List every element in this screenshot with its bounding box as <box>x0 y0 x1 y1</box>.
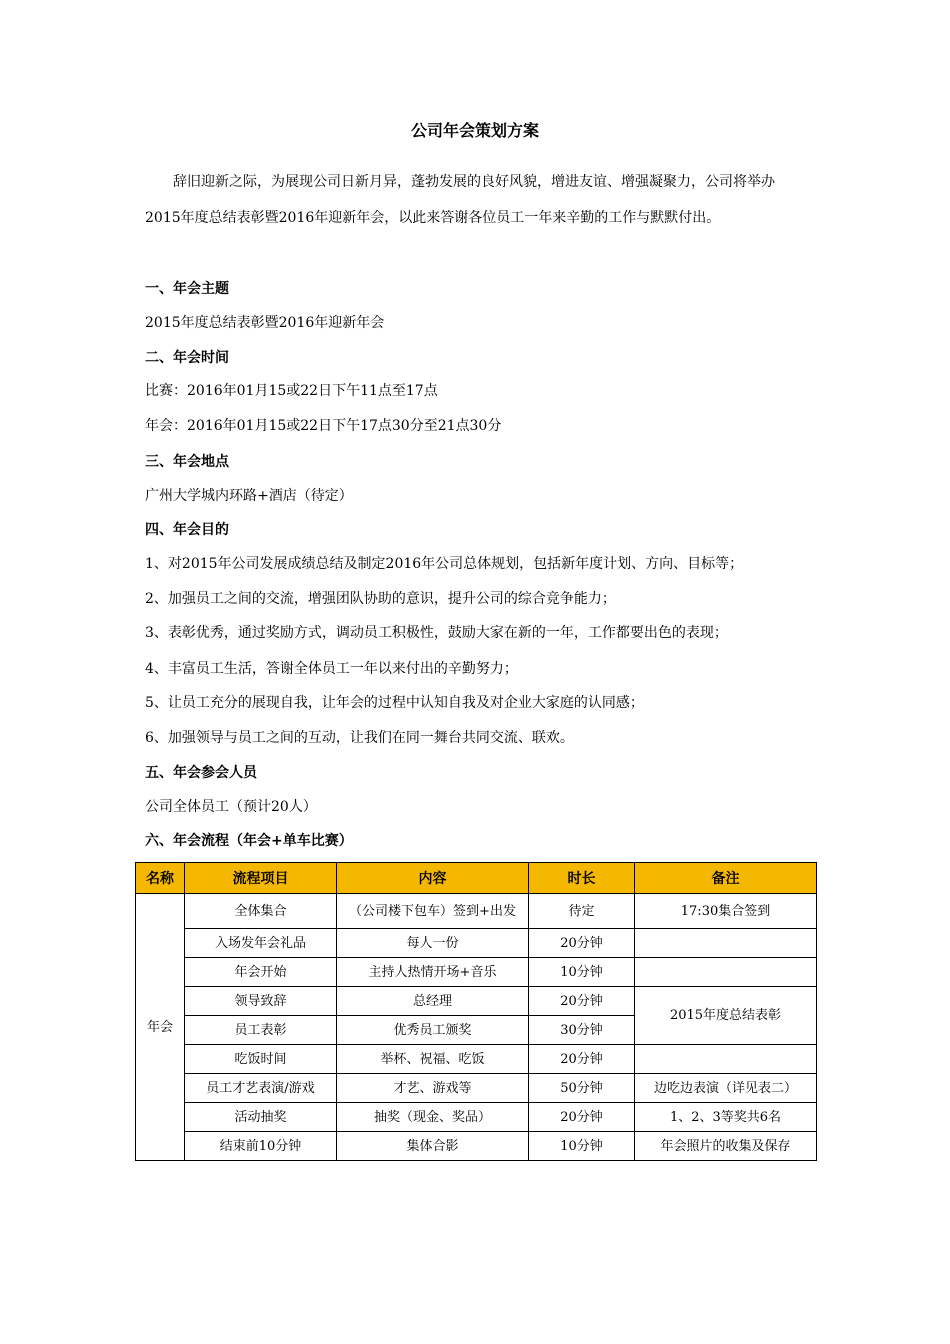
cell-duration: 20分钟 <box>529 929 635 958</box>
cell-content: 才艺、游戏等 <box>337 1074 529 1103</box>
section-attendees-heading: 五、年会参会人员 <box>145 765 257 781</box>
purpose-item: 1、对2015年公司发展成绩总结及制定2016年公司总体规划，包括新年度计划、方向、目标等； <box>145 556 744 572</box>
document-title: 公司年会策划方案 <box>410 121 539 140</box>
cell-note: 年会照片的收集及保存 <box>635 1132 817 1161</box>
section-place-heading: 三、年会地点 <box>145 454 229 470</box>
cell-content: 举杯、祝福、吃饭 <box>337 1045 529 1074</box>
cell-content: 每人一份 <box>337 929 529 958</box>
table-header-row <box>136 863 817 894</box>
cell-note-merged: 2015年度总结表彰 <box>635 987 817 1045</box>
purpose-item: 3、表彰优秀，通过奖励方式，调动员工积极性，鼓励大家在新的一年，工作都要出色的表现； <box>145 625 728 641</box>
cell-item: 领导致辞 <box>185 987 337 1016</box>
cell-duration: 10分钟 <box>529 1132 635 1161</box>
group-cell: 年会 <box>136 894 185 1161</box>
section-flow-heading: 六、年会流程（年会+单车比赛） <box>145 833 353 849</box>
cell-item: 员工表彰 <box>185 1016 337 1045</box>
section-purpose-heading: 四、年会目的 <box>145 522 229 538</box>
cell-duration: 50分钟 <box>529 1074 635 1103</box>
cell-note: 1、2、3等奖共6名 <box>635 1103 817 1132</box>
section-attendees-text: 公司全体员工（预计20人） <box>145 799 317 815</box>
header-name: 名称 <box>136 863 185 894</box>
section-theme-heading: 一、年会主题 <box>145 281 229 297</box>
table-row <box>136 1103 817 1132</box>
table-row <box>136 1045 817 1074</box>
cell-content: 主持人热情开场+音乐 <box>337 958 529 987</box>
cell-duration: 20分钟 <box>529 1045 635 1074</box>
header-item: 流程项目 <box>185 863 337 894</box>
flow-table <box>135 862 817 1161</box>
cell-duration: 10分钟 <box>529 958 635 987</box>
section-time-party: 年会：2016年01月15或22日下午17点30分至21点30分 <box>145 418 502 434</box>
purpose-item: 6、加强领导与员工之间的互动，让我们在同一舞台共同交流、联欢。 <box>145 730 574 746</box>
section-time-match: 比赛：2016年01月15或22日下午11点至17点 <box>145 383 438 399</box>
purpose-item: 5、让员工充分的展现自我，让年会的过程中认知自我及对企业大家庭的认同感； <box>145 695 644 711</box>
cell-content: 集体合影 <box>337 1132 529 1161</box>
intro-text: 辞旧迎新之际，为展现公司日新月异，蓬勃发展的良好风貌，增进友谊、增强凝聚力，公司将举办2015年度总结表彰暨2016年迎新年会，以此来答谢各位员工一年来辛勤的工作与默默付出。 <box>145 174 775 226</box>
intro-paragraph <box>145 164 805 236</box>
cell-item: 活动抽奖 <box>185 1103 337 1132</box>
cell-content: 总经理 <box>337 987 529 1016</box>
cell-item: 吃饭时间 <box>185 1045 337 1074</box>
cell-note <box>635 1045 817 1074</box>
header-content: 内容 <box>337 863 529 894</box>
cell-duration: 20分钟 <box>529 1103 635 1132</box>
cell-duration: 待定 <box>529 894 635 929</box>
section-theme-text: 2015年度总结表彰暨2016年迎新年会 <box>145 315 385 331</box>
table-row <box>136 987 817 1016</box>
section-place-text: 广州大学城内环路+酒店（待定） <box>145 488 353 504</box>
table-row <box>136 929 817 958</box>
cell-item: 年会开始 <box>185 958 337 987</box>
cell-item: 结束前10分钟 <box>185 1132 337 1161</box>
cell-content: 抽奖（现金、奖品） <box>337 1103 529 1132</box>
cell-note: 17:30集合签到 <box>635 894 817 929</box>
cell-duration: 30分钟 <box>529 1016 635 1045</box>
header-duration: 时长 <box>529 863 635 894</box>
purpose-item: 4、丰富员工生活，答谢全体员工一年以来付出的辛勤努力； <box>145 661 518 677</box>
cell-item: 全体集合 <box>185 894 337 929</box>
cell-note: 边吃边表演（详见表二） <box>635 1074 817 1103</box>
cell-item: 员工才艺表演/游戏 <box>185 1074 337 1103</box>
cell-content: （公司楼下包车）签到+出发 <box>337 894 529 929</box>
table-row <box>136 1074 817 1103</box>
table-row <box>136 958 817 987</box>
cell-note <box>635 929 817 958</box>
cell-item: 入场发年会礼品 <box>185 929 337 958</box>
cell-content: 优秀员工颁奖 <box>337 1016 529 1045</box>
purpose-item: 2、加强员工之间的交流，增强团队协助的意识，提升公司的综合竞争能力； <box>145 591 616 607</box>
table-row <box>136 1132 817 1161</box>
cell-note <box>635 958 817 987</box>
section-time-heading: 二、年会时间 <box>145 350 229 366</box>
table-row <box>136 894 817 929</box>
cell-duration: 20分钟 <box>529 987 635 1016</box>
header-note: 备注 <box>635 863 817 894</box>
